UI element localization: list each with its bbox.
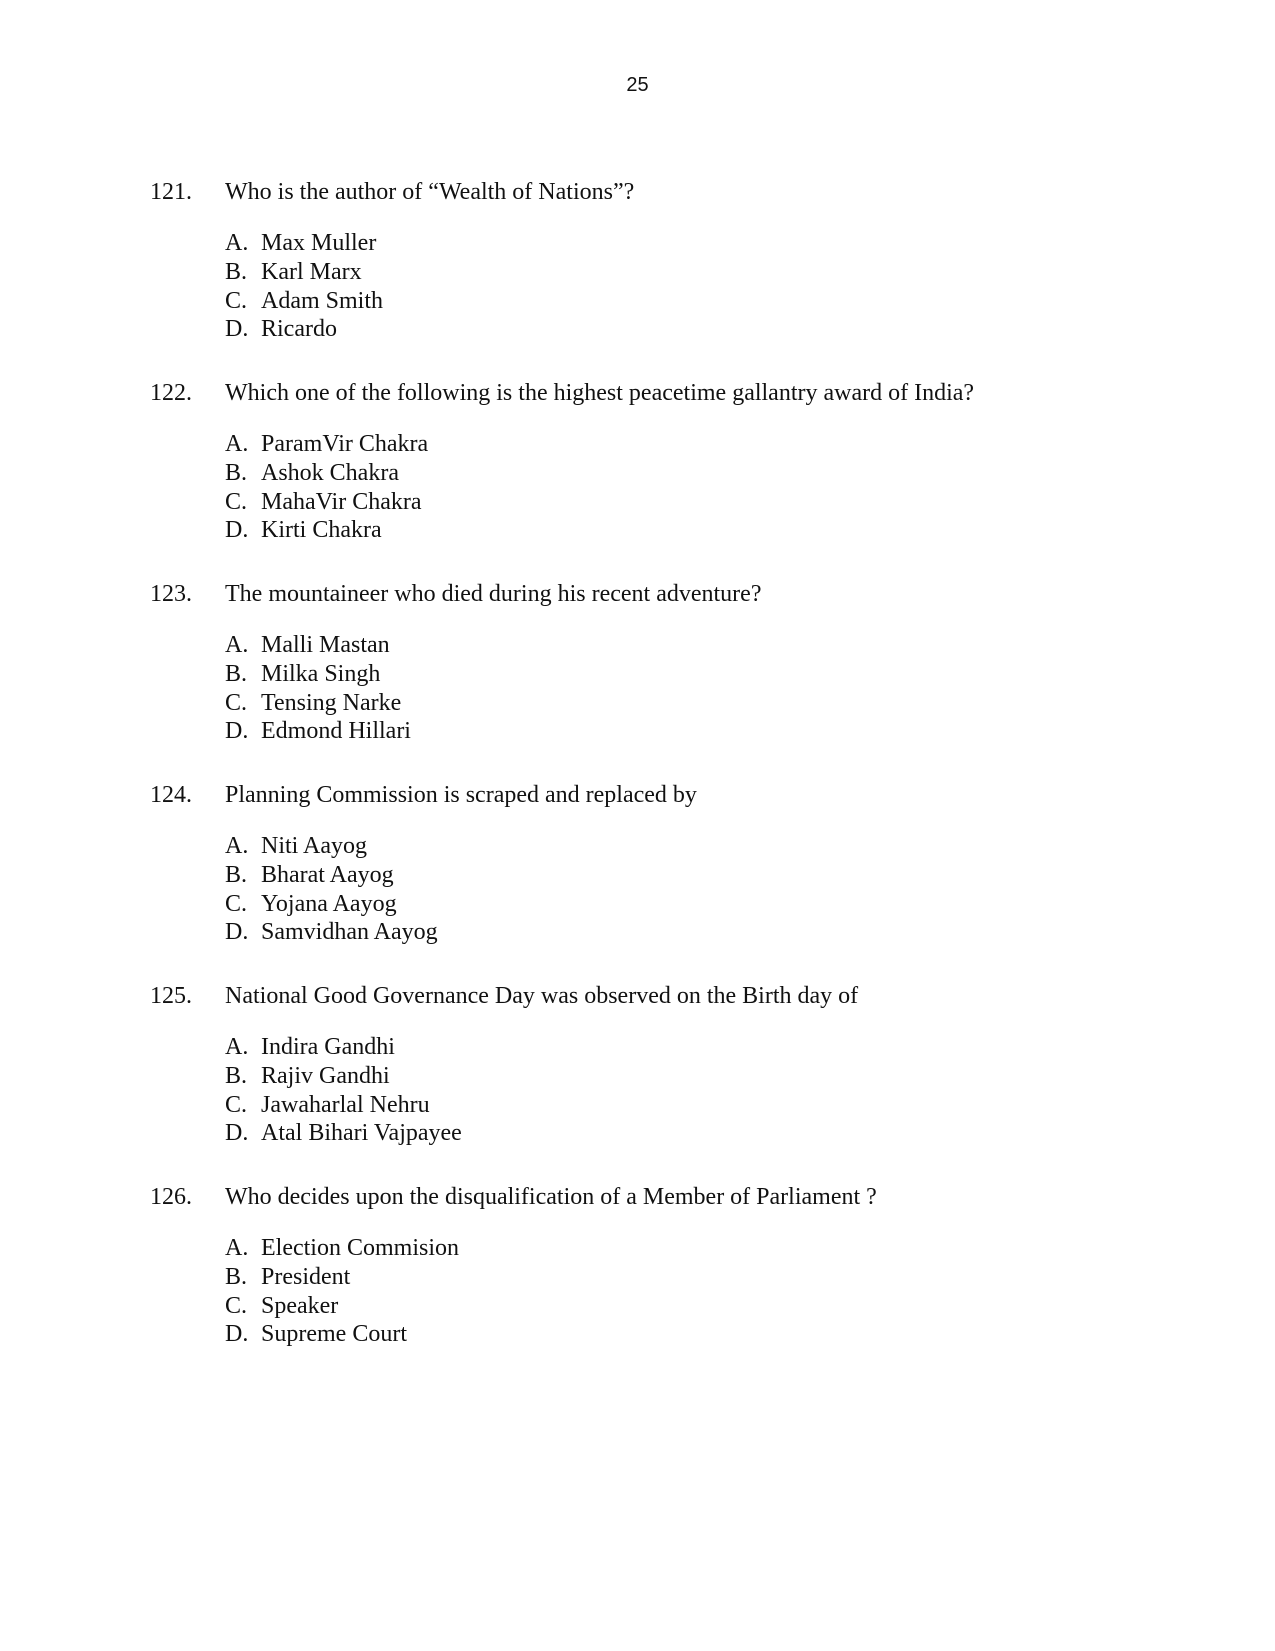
question-122 bbox=[150, 376, 1210, 577]
option-text: Speaker bbox=[261, 1292, 339, 1319]
question-list bbox=[150, 175, 1210, 1381]
option-text: Indira Gandhi bbox=[261, 1034, 395, 1060]
option-letter: B. bbox=[225, 1263, 248, 1290]
question-text: Which one of the following is the highest peacetime gallantry award of India? bbox=[225, 380, 975, 406]
option-b bbox=[225, 459, 1210, 488]
option-d bbox=[225, 918, 1210, 947]
option-a bbox=[225, 832, 1210, 861]
option-b bbox=[225, 258, 1210, 287]
option-text: Kirti Chakra bbox=[261, 517, 382, 544]
question-stem bbox=[150, 778, 1210, 812]
page-number: 25 bbox=[626, 74, 649, 96]
question-124 bbox=[150, 778, 1210, 979]
option-letter: A. bbox=[225, 833, 249, 859]
option-letter: C. bbox=[225, 1292, 248, 1319]
option-a bbox=[225, 631, 1210, 660]
option-text: Edmond Hillari bbox=[261, 718, 411, 745]
option-letter: D. bbox=[225, 316, 249, 343]
option-a bbox=[225, 1234, 1210, 1263]
option-text: Election Commision bbox=[261, 1235, 459, 1261]
option-letter: A. bbox=[225, 431, 249, 457]
option-text: Niti Aayog bbox=[261, 833, 367, 859]
option-list bbox=[225, 430, 1210, 545]
option-letter: C. bbox=[225, 287, 248, 314]
option-list bbox=[225, 1033, 1210, 1148]
question-number: 123. bbox=[150, 581, 192, 607]
question-stem bbox=[150, 577, 1210, 611]
question-text: Who is the author of “Wealth of Nations”? bbox=[225, 179, 635, 205]
option-text: Bharat Aayog bbox=[261, 861, 394, 888]
option-text: Rajiv Gandhi bbox=[261, 1062, 390, 1089]
option-list bbox=[225, 1234, 1210, 1349]
option-letter: C. bbox=[225, 890, 248, 917]
question-number: 122. bbox=[150, 380, 192, 406]
question-text: National Good Governance Day was observed on the Birth day of bbox=[225, 983, 859, 1009]
option-a bbox=[225, 430, 1210, 459]
option-text: Ashok Chakra bbox=[261, 459, 399, 486]
option-b bbox=[225, 1263, 1210, 1292]
option-text: Max Muller bbox=[261, 230, 377, 256]
option-text: Supreme Court bbox=[261, 1321, 407, 1348]
option-b bbox=[225, 660, 1210, 689]
option-letter: B. bbox=[225, 861, 248, 888]
question-number: 124. bbox=[150, 782, 192, 808]
option-d bbox=[225, 516, 1210, 545]
option-letter: D. bbox=[225, 718, 249, 745]
option-letter: A. bbox=[225, 1034, 249, 1060]
question-stem bbox=[150, 175, 1210, 209]
option-letter: A. bbox=[225, 632, 249, 658]
option-text: Karl Marx bbox=[261, 258, 362, 285]
option-text: ParamVir Chakra bbox=[261, 431, 429, 457]
option-letter: D. bbox=[225, 1120, 249, 1147]
option-list bbox=[225, 832, 1210, 947]
option-text: President bbox=[261, 1263, 351, 1290]
question-number: 126. bbox=[150, 1184, 192, 1210]
question-125 bbox=[150, 979, 1210, 1180]
option-text: MahaVir Chakra bbox=[261, 488, 422, 515]
option-letter: A. bbox=[225, 1235, 249, 1261]
option-text: Malli Mastan bbox=[261, 632, 390, 658]
option-letter: B. bbox=[225, 660, 248, 687]
option-text: Atal Bihari Vajpayee bbox=[261, 1120, 462, 1147]
question-number: 125. bbox=[150, 983, 192, 1009]
option-letter: B. bbox=[225, 1062, 248, 1089]
option-d bbox=[225, 1119, 1210, 1148]
question-123 bbox=[150, 577, 1210, 778]
option-letter: C. bbox=[225, 488, 248, 515]
option-text: Tensing Narke bbox=[261, 689, 402, 716]
option-letter: C. bbox=[225, 689, 248, 716]
question-stem bbox=[150, 979, 1210, 1013]
option-letter: B. bbox=[225, 459, 248, 486]
option-letter: D. bbox=[225, 517, 249, 544]
option-c bbox=[225, 1292, 1210, 1321]
option-letter: C. bbox=[225, 1091, 248, 1118]
option-text: Yojana Aayog bbox=[261, 890, 397, 917]
question-stem bbox=[150, 376, 1210, 410]
option-c bbox=[225, 890, 1210, 919]
option-b bbox=[225, 1062, 1210, 1091]
option-letter: D. bbox=[225, 919, 249, 946]
option-list bbox=[225, 229, 1210, 344]
option-text: Jawaharlal Nehru bbox=[261, 1091, 430, 1118]
option-c bbox=[225, 488, 1210, 517]
question-126 bbox=[150, 1180, 1210, 1381]
option-letter: A. bbox=[225, 230, 249, 256]
question-stem bbox=[150, 1180, 1210, 1214]
question-121 bbox=[150, 175, 1210, 376]
option-a bbox=[225, 1033, 1210, 1062]
option-b bbox=[225, 861, 1210, 890]
option-d bbox=[225, 315, 1210, 344]
question-text: Who decides upon the disqualification of a Member of Parliament ? bbox=[225, 1184, 877, 1210]
option-text: Ricardo bbox=[261, 316, 337, 343]
option-c bbox=[225, 1091, 1210, 1120]
option-c bbox=[225, 287, 1210, 316]
question-text: Planning Commission is scraped and replaced by bbox=[225, 782, 697, 808]
option-letter: B. bbox=[225, 258, 248, 285]
option-text: Milka Singh bbox=[261, 660, 381, 687]
option-list bbox=[225, 631, 1210, 746]
option-text: Adam Smith bbox=[261, 287, 384, 314]
question-text: The mountaineer who died during his recent adventure? bbox=[225, 581, 762, 607]
option-d bbox=[225, 717, 1210, 746]
option-d bbox=[225, 1320, 1210, 1349]
option-a bbox=[225, 229, 1210, 258]
option-c bbox=[225, 689, 1210, 718]
option-text: Samvidhan Aayog bbox=[261, 919, 438, 946]
question-number: 121. bbox=[150, 179, 192, 205]
option-letter: D. bbox=[225, 1321, 249, 1348]
